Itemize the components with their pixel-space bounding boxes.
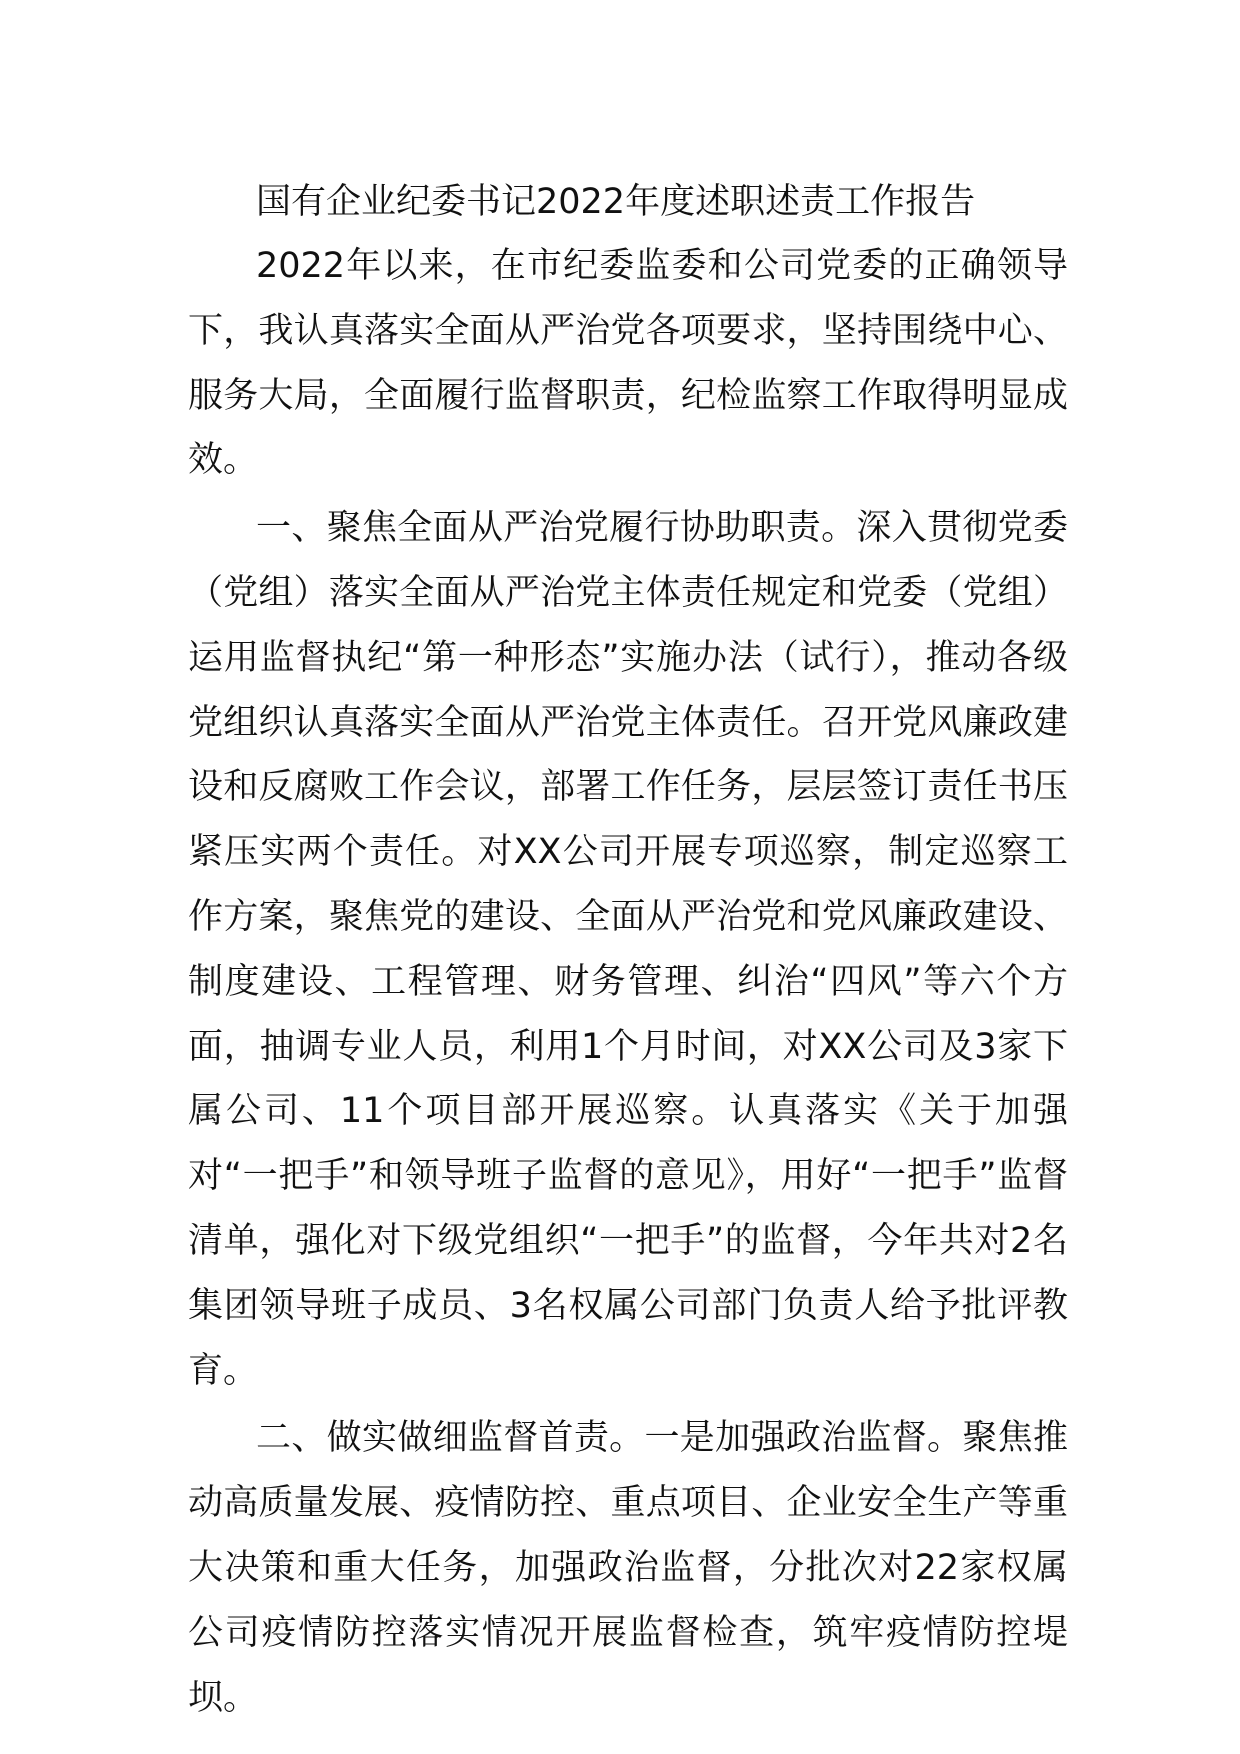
paragraph-section-two: 二、做实做细监督首责。一是加强政治监督。聚焦推动高质量发展、疫情防控、重点项目、企业安全生产等重大决策和重大任务，加强政治监督，分批次对22家权属公司疫情防控落实情况开展监督检查，筑牢疫情防控堤坝。 <box>188 1418 1068 1718</box>
paragraph-section-one: 一、聚焦全面从严治党履行协助职责。深入贯彻党委（党组）落实全面从严治党主体责任规定和党委（党组）运用监督执纪“第一种形态”实施办法（试行），推动各级党组织认真落实全面从严治党主体责任。召开党风廉政建设和反腐败工作会议，部署工作任务，层层签订责任书压紧压实两个责任。对XX公司开展专项巡察，制定巡察工作方案，聚焦党的建设、全面从严治党和党风廉政建设、制度建设、工程管理、财务管理、纠治“四风”等六个方面，抽调专业人员，利用1个月时间，对XX公司及3家下属公司、11个项目部开展巡察。认真落实《关于加强对“一把手”和领导班子监督的意见》，用好“一把手”监督清单，强化对下级党组织“一把手”的监督，今年共对2名集团领导班子成员、3名权属公司部门负责人给予批评教育。 <box>188 508 1068 1391</box>
paragraph-intro: 2022年以来，在市纪委监委和公司党委的正确领导下，我认真落实全面从严治党各项要求，坚持围绕中心、服务大局，全面履行监督职责，纪检监察工作取得明显成效。 <box>188 246 1068 481</box>
document-body <box>188 170 1068 1730</box>
document-title: 国有企业纪委书记2022年度述职述责工作报告 <box>256 182 976 222</box>
